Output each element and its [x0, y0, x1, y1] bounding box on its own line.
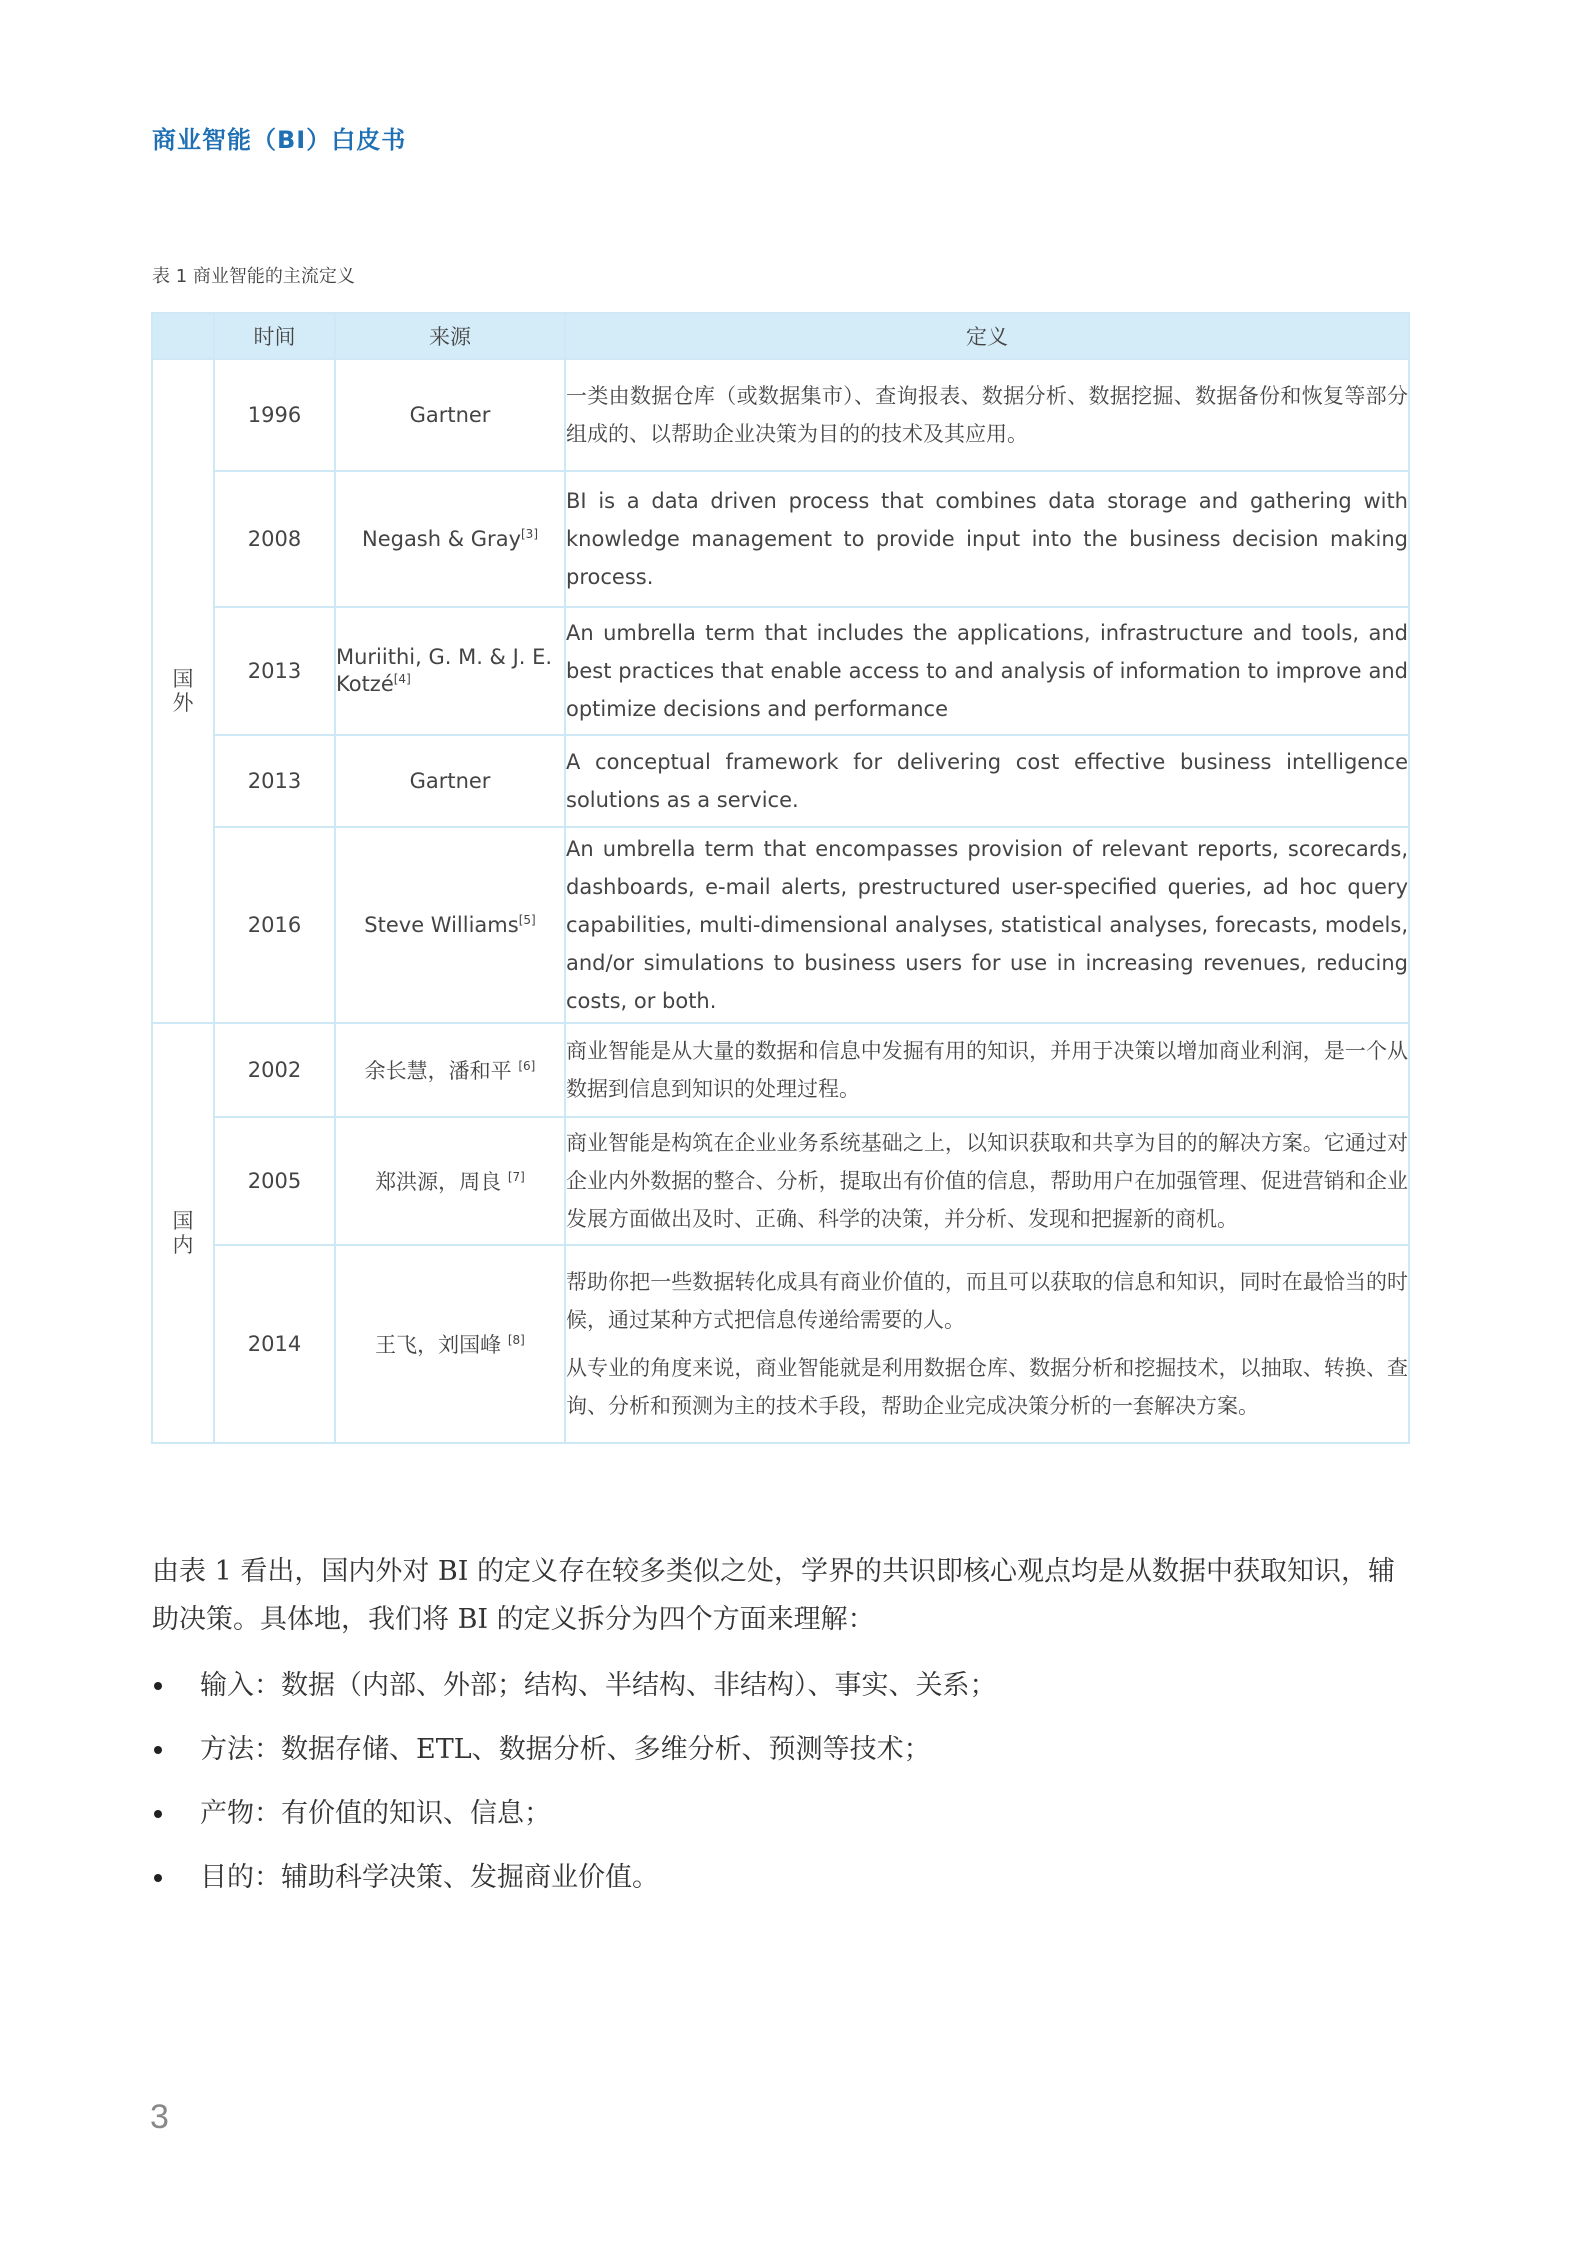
row-year: 2002 — [214, 1023, 335, 1117]
table-header-row — [152, 313, 1409, 359]
document-header-title: 商业智能（BI）白皮书 — [152, 126, 407, 154]
row-definition: 商业智能是从大量的数据和信息中发掘有用的知识，并用于决策以增加商业利润，是一个从数据到信息到知识的处理过程。 — [565, 1023, 1409, 1117]
row-definition: An umbrella term that encompasses provision of relevant reports, scorecards, dashboards, e-mail alerts, prestructured user-specified queries, ad hoc query capabilities, multi-dimensional analyses, statistical analyses, forecasts, models, and/or simulations to business users for use in increasing revenues, reducing costs, or both. — [565, 827, 1409, 1023]
bi-definitions-table — [151, 312, 1410, 1444]
row-source: Muriithi, G. M. & J. E. Kotzé[4] — [335, 607, 565, 735]
row-year: 2005 — [214, 1117, 335, 1245]
row-definition: BI is a data driven process that combines data storage and gathering with knowledge management to provide input into the business decision making process. — [565, 471, 1409, 607]
row-source: Gartner — [335, 359, 565, 471]
row-source: Gartner — [335, 735, 565, 827]
list-item: 产物：有价值的知识、信息； — [152, 1782, 1412, 1846]
row-source: 余长慧，潘和平 [6] — [335, 1023, 565, 1117]
row-year: 1996 — [214, 359, 335, 471]
table-row — [152, 735, 1409, 827]
row-definition: 一类由数据仓库（或数据集市）、查询报表、数据分析、数据挖掘、数据备份和恢复等部分组成的、以帮助企业决策为目的的技术及其应用。 — [565, 359, 1409, 471]
list-item: 输入：数据（内部、外部；结构、半结构、非结构）、事实、关系； — [152, 1654, 1412, 1718]
row-year: 2013 — [214, 735, 335, 827]
table-caption: 表 1 商业智能的主流定义 — [152, 266, 355, 287]
bullet-icon — [154, 1810, 162, 1818]
row-source: Steve Williams[5] — [335, 827, 565, 1023]
row-definition: 帮助你把一些数据转化成具有商业价值的，而且可以获取的信息和知识，同时在最恰当的时候，通过某种方式把信息传递给需要的人。 从专业的角度来说，商业智能就是利用数据仓库、数据分析和挖掘技术，以抽取、转换、查询、分析和预测为主的技术手段，帮助企业完成决策分析的一套解决方案。 — [565, 1245, 1409, 1443]
row-definition: 商业智能是构筑在企业业务系统基础之上，以知识获取和共享为目的的解决方案。它通过对企业内外数据的整合、分析，提取出有价值的信息，帮助用户在加强管理、促进营销和企业发展方面做出及时、正确、科学的决策，并分析、发现和把握新的商机。 — [565, 1117, 1409, 1245]
list-item: 方法：数据存储、ETL、数据分析、多维分析、预测等技术； — [152, 1718, 1412, 1782]
header-year: 时间 — [214, 313, 335, 359]
row-source: Negash & Gray[3] — [335, 471, 565, 607]
table-row — [152, 827, 1409, 1023]
table-row — [152, 1245, 1409, 1443]
body-text — [152, 1548, 1412, 1910]
bullet-icon — [154, 1682, 162, 1690]
header-source: 来源 — [335, 313, 565, 359]
definition-aspects-list — [152, 1654, 1412, 1910]
region-foreign: 国 外 — [152, 359, 214, 1023]
region-domestic: 国 内 — [152, 1023, 214, 1443]
row-year: 2013 — [214, 607, 335, 735]
table-row — [152, 607, 1409, 735]
row-year: 2016 — [214, 827, 335, 1023]
summary-paragraph: 由表 1 看出，国内外对 BI 的定义存在较多类似之处，学界的共识即核心观点均是从数据中获取知识，辅助决策。具体地，我们将 BI 的定义拆分为四个方面来理解： — [152, 1556, 1396, 1635]
row-source: 王飞，刘国峰 [8] — [335, 1245, 565, 1443]
table-row — [152, 1023, 1409, 1117]
row-year: 2014 — [214, 1245, 335, 1443]
page-number: 3 — [150, 2098, 169, 2136]
header-region — [152, 313, 214, 359]
row-definition: A conceptual framework for delivering cost effective business intelligence solutions as a service. — [565, 735, 1409, 827]
table-row — [152, 1117, 1409, 1245]
row-source: 郑洪源，周良 [7] — [335, 1117, 565, 1245]
row-definition: An umbrella term that includes the applications, infrastructure and tools, and best practices that enable access to and analysis of information to improve and optimize decisions and performance — [565, 607, 1409, 735]
table-row — [152, 359, 1409, 471]
list-item: 目的：辅助科学决策、发掘商业价值。 — [152, 1846, 1412, 1910]
table-row — [152, 471, 1409, 607]
bullet-icon — [154, 1746, 162, 1754]
row-year: 2008 — [214, 471, 335, 607]
header-definition: 定义 — [565, 313, 1409, 359]
bullet-icon — [154, 1874, 162, 1882]
